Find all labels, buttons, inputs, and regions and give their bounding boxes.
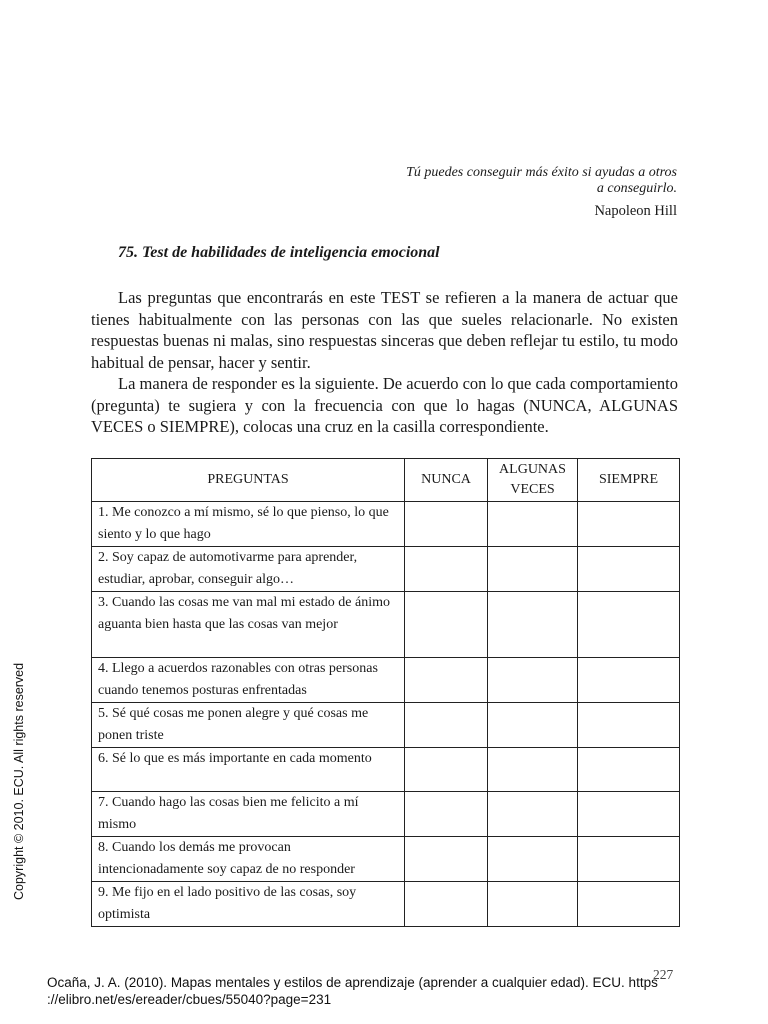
answer-cell-nunca[interactable] (405, 792, 488, 837)
answer-cell-algunas-veces[interactable] (488, 882, 578, 927)
answer-cell-nunca[interactable] (405, 882, 488, 927)
table-header-row (92, 459, 680, 502)
answer-cell-algunas-veces[interactable] (488, 837, 578, 882)
instructions-text (91, 287, 678, 438)
header-preguntas: PREGUNTAS (92, 459, 405, 502)
survey-table (91, 458, 680, 927)
answer-cell-algunas-veces[interactable] (488, 502, 578, 547)
answer-cell-algunas-veces[interactable] (488, 547, 578, 592)
answer-cell-siempre[interactable] (578, 658, 680, 703)
answer-cell-siempre[interactable] (578, 547, 680, 592)
table-row (92, 592, 680, 658)
table-row (92, 837, 680, 882)
header-nunca: NUNCA (405, 459, 488, 502)
question-cell: 6. Sé lo que es más importante en cada momento (92, 748, 405, 792)
table-row (92, 792, 680, 837)
answer-cell-nunca[interactable] (405, 547, 488, 592)
answer-cell-siempre[interactable] (578, 837, 680, 882)
answer-cell-algunas-veces[interactable] (488, 703, 578, 748)
answer-cell-nunca[interactable] (405, 748, 488, 792)
answer-cell-nunca[interactable] (405, 703, 488, 748)
answer-cell-nunca[interactable] (405, 837, 488, 882)
paragraph-intro: Las preguntas que encontrarás en este TEST se refieren a la manera de actuar que tienes habitualmente con las personas con las que sueles relacionarle. No existen respuestas buenas ni malas, sino respuestas sinceras que deben reflejar tu estilo, tu modo habitual de pensar, hacer y sentir. (91, 288, 678, 372)
header-siempre: SIEMPRE (578, 459, 680, 502)
question-cell: 4. Llego a acuerdos razonables con otras personas cuando tenemos posturas enfrentadas (92, 658, 405, 703)
copyright-notice: Copyright © 2010. ECU. All rights reserved (12, 662, 26, 900)
table-row (92, 658, 680, 703)
question-cell: 1. Me conozco a mí mismo, sé lo que pienso, lo que siento y lo que hago (92, 502, 405, 547)
page-number: 227 (653, 967, 674, 982)
answer-cell-nunca[interactable] (405, 592, 488, 658)
table-row (92, 882, 680, 927)
answer-cell-siempre[interactable] (578, 748, 680, 792)
answer-cell-algunas-veces[interactable] (488, 658, 578, 703)
answer-cell-siempre[interactable] (578, 703, 680, 748)
answer-cell-siempre[interactable] (578, 792, 680, 837)
answer-cell-algunas-veces[interactable] (488, 792, 578, 837)
answer-cell-siempre[interactable] (578, 882, 680, 927)
epigraph-quote-line2: a conseguirlo. (596, 181, 677, 196)
header-algunas-veces: ALGUNAS VECES (488, 459, 578, 502)
table-row (92, 547, 680, 592)
answer-cell-siempre[interactable] (578, 502, 680, 547)
question-cell: 5. Sé qué cosas me ponen alegre y qué cosas me ponen triste (92, 703, 405, 748)
table-row (92, 502, 680, 547)
answer-cell-algunas-veces[interactable] (488, 748, 578, 792)
question-cell: 9. Me fijo en el lado positivo de las cosas, soy optimista (92, 882, 405, 927)
answer-cell-nunca[interactable] (405, 502, 488, 547)
table-row (92, 748, 680, 792)
epigraph-author: Napoleon Hill (594, 203, 677, 219)
answer-cell-nunca[interactable] (405, 658, 488, 703)
epigraph-quote-line1: Tú puedes conseguir más éxito si ayudas a otros (406, 165, 677, 180)
question-cell: 8. Cuando los demás me provocan intencionadamente soy capaz de no responder (92, 837, 405, 882)
answer-cell-siempre[interactable] (578, 592, 680, 658)
table-row (92, 703, 680, 748)
answer-cell-algunas-veces[interactable] (488, 592, 578, 658)
question-cell: 2. Soy capaz de automotivarme para aprender, estudiar, aprobar, conseguir algo… (92, 547, 405, 592)
question-cell: 7. Cuando hago las cosas bien me felicito a mí mismo (92, 792, 405, 837)
paragraph-instructions: La manera de responder es la siguiente. De acuerdo con lo que cada comportamiento (pregunta) te sugiera y con la frecuencia con que lo hagas (NUNCA, ALGUNAS VECES o SIEMPRE), colocas una cruz en la casilla correspondiente. (91, 374, 678, 436)
citation-footer: Ocaña, J. A. (2010). Mapas mentales y estilos de aprendizaje (aprender a cualquier edad). ECU. https ://elibro.net/es/ereader/cbues/55040?page=231 (47, 975, 658, 1007)
section-heading: 75. Test de habilidades de inteligencia emocional (118, 244, 440, 261)
epigraph (317, 165, 677, 219)
question-cell: 3. Cuando las cosas me van mal mi estado de ánimo aguanta bien hasta que las cosas van mejor (92, 592, 405, 658)
